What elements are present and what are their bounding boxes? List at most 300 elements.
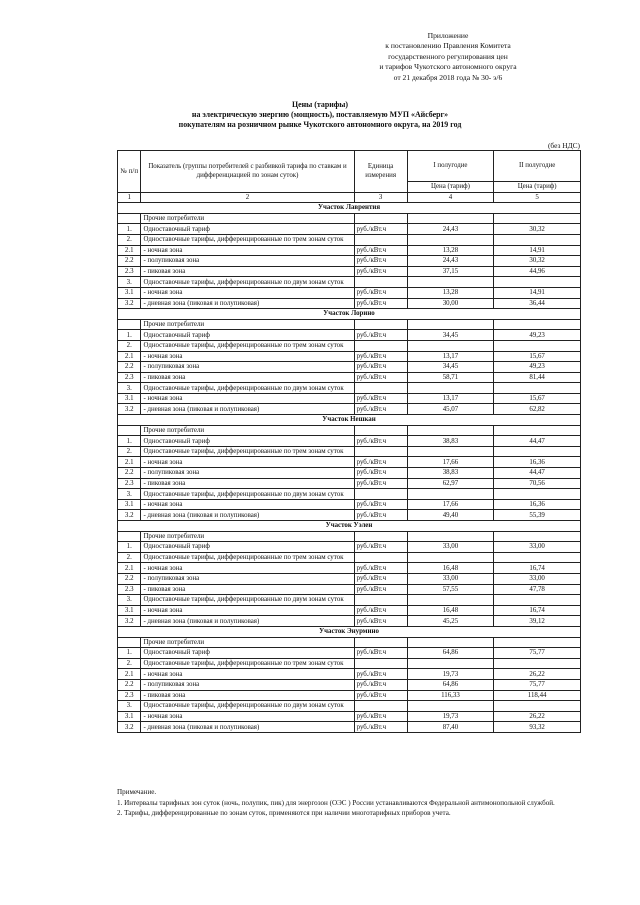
table-row [118,330,581,341]
row-value-h1: 38,83 [407,468,494,479]
row-label: - дневная зона (пиковая и полупиковая) [141,510,354,521]
table-row [118,457,581,468]
row-value-h2: 75,77 [494,648,581,659]
table-row [118,319,581,330]
row-value-h2 [494,531,581,542]
table-row [118,256,581,267]
appendix-block [338,31,558,83]
title-line: покупателям на розничном рынке Чукотского автономного округа, на 2019 год [178,120,462,130]
table-row [118,298,581,309]
row-value-h2 [494,658,581,669]
row-label: - дневная зона (пиковая и полупиковая) [141,616,354,627]
row-value-h2 [494,446,581,457]
table-row [118,531,581,542]
row-label: - полупиковая зона [141,468,354,479]
row-value-h1: 33,00 [407,542,494,553]
row-value-h2 [494,637,581,648]
row-value-h1: 34,45 [407,362,494,373]
table-row [118,616,581,627]
row-unit: руб./кВт.ч [354,404,407,415]
row-value-h2 [494,552,581,563]
row-value-h1 [407,340,494,351]
table-row [118,595,581,606]
row-unit: руб./кВт.ч [354,669,407,680]
table-row [118,722,581,733]
row-number: 2. [118,234,141,245]
row-value-h1 [407,658,494,669]
row-label: Одноставочные тарифы, дифференцированные по двум зонам суток [141,701,354,712]
column-index: 3 [354,192,407,203]
row-label: - дневная зона (пиковая и полупиковая) [141,722,354,733]
table-row [118,701,581,712]
row-value-h1: 58,71 [407,372,494,383]
row-unit: руб./кВт.ч [354,436,407,447]
row-value-h2 [494,425,581,436]
row-label: Одноставочные тарифы, дифференцированные по двум зонам суток [141,277,354,288]
row-number: 2.3 [118,266,141,277]
row-label: - пиковая зона [141,478,354,489]
title-line: Цены (тарифы) [291,100,349,109]
table-row [118,404,581,415]
row-value-h1 [407,552,494,563]
column-index: 4 [407,192,494,203]
row-label: - полупиковая зона [141,679,354,690]
table-row [118,658,581,669]
row-value-h1: 38,83 [407,436,494,447]
table-row [118,478,581,489]
row-number: 2.1 [118,563,141,574]
row-label: - ночная зона [141,605,354,616]
row-unit: руб./кВт.ч [354,393,407,404]
row-unit [354,446,407,457]
row-value-h1 [407,425,494,436]
row-label: - ночная зона [141,457,354,468]
row-number: 1. [118,542,141,553]
section-header-row [118,521,581,532]
section-header-row [118,203,581,214]
row-label: - полупиковая зона [141,362,354,373]
row-unit: руб./кВт.ч [354,711,407,722]
row-unit: руб./кВт.ч [354,298,407,309]
row-unit [354,340,407,351]
row-value-h2: 93,32 [494,722,581,733]
row-unit: руб./кВт.ч [354,563,407,574]
row-value-h2: 44,47 [494,468,581,479]
row-value-h1: 116,33 [407,690,494,701]
row-number: 2.2 [118,256,141,267]
row-value-h1 [407,489,494,500]
notes-block [117,787,581,819]
row-number: 3. [118,595,141,606]
table-row [118,711,581,722]
row-value-h1: 62,97 [407,478,494,489]
table-row [118,277,581,288]
row-number: 1. [118,436,141,447]
row-label: Одноставочные тарифы, дифференцированные по трем зонам суток [141,340,354,351]
row-label: - пиковая зона [141,266,354,277]
row-value-h1: 24,43 [407,256,494,267]
notes-heading: Примечание. [117,788,157,796]
row-unit: руб./кВт.ч [354,245,407,256]
row-number: 2.1 [118,245,141,256]
row-value-h2 [494,383,581,394]
row-unit: руб./кВт.ч [354,573,407,584]
row-value-h1: 24,43 [407,224,494,235]
row-label: - пиковая зона [141,690,354,701]
section-title: Участок Лаврентия [118,203,581,214]
row-label: Одноставочный тариф [141,648,354,659]
row-value-h1: 19,73 [407,711,494,722]
row-label: Прочие потребители [141,637,354,648]
section-title: Участок Энурмино [118,626,581,637]
appendix-line: Приложение [427,31,469,40]
section-header-row [118,415,581,426]
row-unit: руб./кВт.ч [354,256,407,267]
row-value-h2: 30,32 [494,224,581,235]
table-row [118,362,581,373]
row-value-h2: 36,44 [494,298,581,309]
appendix-line: и тарифов Чукотского автономного округа [379,62,517,72]
column-index: 2 [141,192,354,203]
table-row [118,552,581,563]
row-number: 3.2 [118,722,141,733]
row-unit: руб./кВт.ч [354,510,407,521]
row-value-h2 [494,234,581,245]
row-value-h2 [494,277,581,288]
row-value-h1: 87,40 [407,722,494,733]
header-num: № п/п [118,151,141,193]
row-label: - дневная зона (пиковая и полупиковая) [141,404,354,415]
row-unit: руб./кВт.ч [354,722,407,733]
row-value-h2 [494,213,581,224]
row-number: 2.2 [118,679,141,690]
row-number: 3. [118,383,141,394]
row-label: - пиковая зона [141,372,354,383]
table-row [118,393,581,404]
row-number: 3. [118,701,141,712]
row-label: Одноставочные тарифы, дифференцированные по двум зонам суток [141,595,354,606]
row-label: Одноставочный тариф [141,436,354,447]
row-unit: руб./кВт.ч [354,224,407,235]
row-number: 1. [118,224,141,235]
row-value-h1: 16,48 [407,605,494,616]
row-unit [354,637,407,648]
row-value-h1: 45,25 [407,616,494,627]
row-value-h1 [407,213,494,224]
row-label: Прочие потребители [141,319,354,330]
row-value-h1: 45,07 [407,404,494,415]
row-value-h2: 15,67 [494,351,581,362]
row-value-h1: 19,73 [407,669,494,680]
row-value-h1: 64,86 [407,648,494,659]
table-row [118,213,581,224]
column-index: 1 [118,192,141,203]
appendix-line: государственного регулирования цен [388,51,508,61]
row-unit: руб./кВт.ч [354,468,407,479]
row-unit [354,489,407,500]
row-number: 2.1 [118,669,141,680]
row-unit [354,531,407,542]
row-value-h2: 44,47 [494,436,581,447]
row-value-h2: 16,74 [494,563,581,574]
row-number: 3.2 [118,298,141,309]
table-row [118,669,581,680]
table-row [118,584,581,595]
row-value-h1 [407,234,494,245]
row-unit: руб./кВт.ч [354,584,407,595]
header-h1: I полугодие [407,151,494,182]
row-unit [354,552,407,563]
row-value-h1: 34,45 [407,330,494,341]
row-value-h2: 16,36 [494,499,581,510]
row-label: - полупиковая зона [141,256,354,267]
row-value-h1 [407,383,494,394]
row-number [118,425,141,436]
row-unit: руб./кВт.ч [354,648,407,659]
table-row [118,648,581,659]
header-price-h2: Цена (тариф) [494,182,581,193]
row-unit [354,319,407,330]
row-value-h2: 47,78 [494,584,581,595]
table-row [118,425,581,436]
table-row [118,499,581,510]
row-label: Одноставочные тарифы, дифференцированные по трем зонам суток [141,658,354,669]
row-value-h1: 13,17 [407,351,494,362]
vat-note: (без НДС) [547,141,580,150]
row-unit: руб./кВт.ч [354,679,407,690]
row-number: 3.1 [118,711,141,722]
table-row [118,446,581,457]
row-unit: руб./кВт.ч [354,372,407,383]
row-number: 2.3 [118,372,141,383]
table-row [118,383,581,394]
row-unit: руб./кВт.ч [354,499,407,510]
row-value-h1 [407,319,494,330]
table-row [118,234,581,245]
table-row [118,224,581,235]
table-row [118,690,581,701]
row-label: Одноставочные тарифы, дифференцированные по трем зонам суток [141,446,354,457]
row-unit [354,213,407,224]
row-label: - ночная зона [141,287,354,298]
row-label: Одноставочные тарифы, дифференцированные по трем зонам суток [141,552,354,563]
tariff-table [117,150,581,733]
header-price-h1: Цена (тариф) [407,182,494,193]
row-value-h2 [494,701,581,712]
column-index: 5 [494,192,581,203]
row-unit [354,383,407,394]
row-unit: руб./кВт.ч [354,266,407,277]
row-number: 2. [118,658,141,669]
row-label: - полупиковая зона [141,573,354,584]
row-number: 3.1 [118,393,141,404]
row-number: 2.1 [118,351,141,362]
row-value-h1 [407,701,494,712]
row-number [118,213,141,224]
title-line: на электрическую энергию (мощность), поставляемую МУП «Айсберг» [191,110,449,120]
row-value-h2 [494,595,581,606]
row-label: - ночная зона [141,711,354,722]
row-label: - пиковая зона [141,584,354,595]
row-value-h2: 14,91 [494,245,581,256]
row-unit: руб./кВт.ч [354,616,407,627]
table-row [118,266,581,277]
row-unit [354,658,407,669]
row-value-h2: 33,00 [494,573,581,584]
table-row [118,679,581,690]
row-label: - ночная зона [141,499,354,510]
row-value-h1: 17,66 [407,499,494,510]
row-label: - дневная зона (пиковая и полупиковая) [141,298,354,309]
row-value-h1: 64,86 [407,679,494,690]
row-value-h2: 62,82 [494,404,581,415]
document-title [0,100,640,131]
row-value-h2: 49,23 [494,330,581,341]
table-row [118,563,581,574]
section-header-row [118,626,581,637]
row-number: 2. [118,552,141,563]
row-number: 3.1 [118,287,141,298]
header-unit: Единица измерения [354,151,407,193]
section-title: Участок Нешкан [118,415,581,426]
row-value-h1: 16,48 [407,563,494,574]
row-number: 3.1 [118,605,141,616]
row-value-h2: 16,36 [494,457,581,468]
row-unit [354,425,407,436]
row-label: Прочие потребители [141,531,354,542]
row-number [118,531,141,542]
row-label: Одноставочные тарифы, дифференцированные по двум зонам суток [141,489,354,500]
row-unit [354,277,407,288]
row-value-h2: 26,22 [494,669,581,680]
row-value-h2: 30,32 [494,256,581,267]
row-value-h2: 16,74 [494,605,581,616]
row-number: 2. [118,446,141,457]
row-unit: руб./кВт.ч [354,478,407,489]
header-indicator: Показатель (группы потребителей с разбивкой тарифа по ставкам и дифференциацией по зонам суток) [141,151,354,193]
row-number: 1. [118,648,141,659]
row-number: 2. [118,340,141,351]
row-number: 3. [118,277,141,288]
row-unit: руб./кВт.ч [354,605,407,616]
table-row [118,489,581,500]
section-title: Участок Лорино [118,309,581,320]
row-value-h2: 44,96 [494,266,581,277]
row-unit: руб./кВт.ч [354,690,407,701]
row-number [118,319,141,330]
note-item: 1. Интервалы тарифных зон суток (ночь, полупик, пик) для энергозон (ОЭС ) России устанавливаются Федеральной антимонопольной службой. [117,798,555,807]
header-h2: II полугодие [494,151,581,182]
row-value-h1 [407,637,494,648]
row-value-h1: 13,17 [407,393,494,404]
row-value-h2: 49,23 [494,362,581,373]
table-row [118,245,581,256]
row-number: 2.3 [118,584,141,595]
row-number [118,637,141,648]
row-value-h1: 37,15 [407,266,494,277]
row-value-h2: 70,56 [494,478,581,489]
row-value-h2: 81,44 [494,372,581,383]
row-value-h1 [407,277,494,288]
row-value-h2: 118,44 [494,690,581,701]
row-unit: руб./кВт.ч [354,330,407,341]
row-number: 2.3 [118,690,141,701]
row-number: 2.3 [118,478,141,489]
note-item: 2. Тарифы, дифференцированные по зонам суток, применяются при наличии многотарифных приборов учета. [117,809,451,818]
table-row [118,372,581,383]
row-value-h2 [494,489,581,500]
row-value-h2: 55,39 [494,510,581,521]
table-header-row [118,151,581,182]
row-value-h2 [494,340,581,351]
table-row [118,340,581,351]
appendix-line: к постановлению Правления Комитета [385,41,511,51]
row-value-h1: 13,28 [407,245,494,256]
row-label: - ночная зона [141,245,354,256]
row-value-h1: 49,40 [407,510,494,521]
row-value-h2: 75,77 [494,679,581,690]
table-row [118,605,581,616]
row-label: Прочие потребители [141,425,354,436]
row-value-h1: 57,55 [407,584,494,595]
row-value-h2: 26,22 [494,711,581,722]
row-number: 1. [118,330,141,341]
row-label: Одноставочный тариф [141,330,354,341]
row-unit [354,595,407,606]
table-row [118,542,581,553]
table-row [118,351,581,362]
row-unit: руб./кВт.ч [354,542,407,553]
row-value-h1: 33,00 [407,573,494,584]
appendix-line: от 21 декабря 2018 года № 30- э/6 [393,72,503,82]
row-number: 2.2 [118,468,141,479]
row-label: - ночная зона [141,351,354,362]
row-label: Одноставочные тарифы, дифференцированные по трем зонам суток [141,234,354,245]
row-value-h1: 30,00 [407,298,494,309]
row-value-h2: 39,12 [494,616,581,627]
row-unit: руб./кВт.ч [354,351,407,362]
table-row [118,287,581,298]
section-header-row [118,309,581,320]
table-row [118,573,581,584]
table-row [118,510,581,521]
table-row [118,436,581,447]
row-value-h1 [407,531,494,542]
row-number: 2.2 [118,573,141,584]
row-value-h1 [407,446,494,457]
section-title: Участок Уэлен [118,521,581,532]
row-number: 2.1 [118,457,141,468]
row-label: Одноставочные тарифы, дифференцированные по двум зонам суток [141,383,354,394]
row-number: 2.2 [118,362,141,373]
row-value-h2 [494,319,581,330]
row-value-h2: 33,00 [494,542,581,553]
row-value-h1: 17,66 [407,457,494,468]
row-unit: руб./кВт.ч [354,457,407,468]
row-number: 3.1 [118,499,141,510]
row-unit [354,234,407,245]
column-index-row [118,192,581,203]
row-number: 3.2 [118,616,141,627]
row-label: - ночная зона [141,393,354,404]
row-value-h2: 14,91 [494,287,581,298]
row-label: Прочие потребители [141,213,354,224]
row-label: Одноставочный тариф [141,224,354,235]
row-label: - ночная зона [141,669,354,680]
row-number: 3.2 [118,510,141,521]
row-label: - ночная зона [141,563,354,574]
row-unit [354,701,407,712]
